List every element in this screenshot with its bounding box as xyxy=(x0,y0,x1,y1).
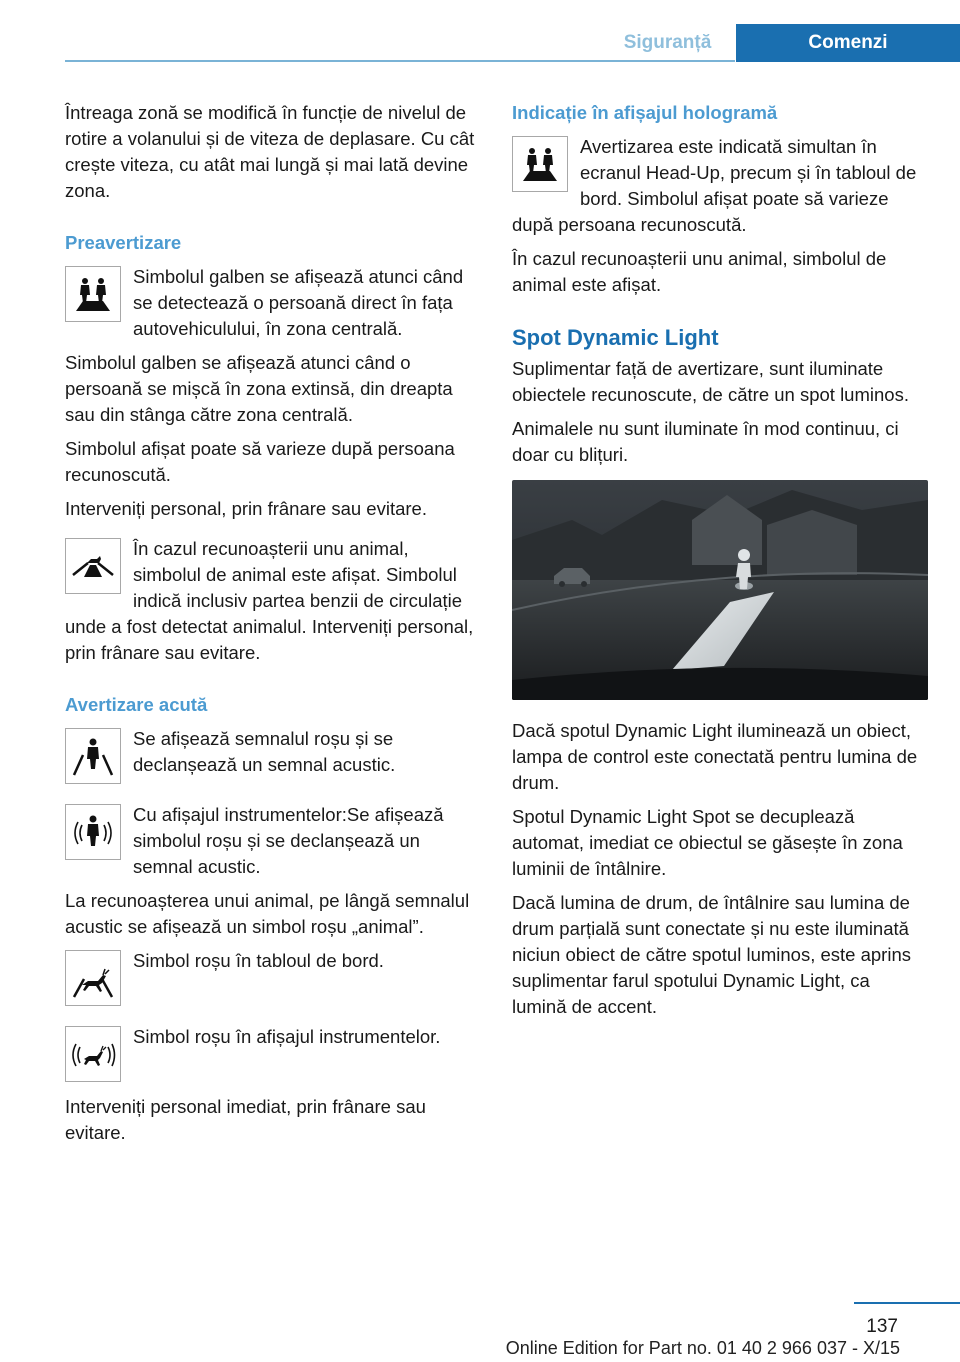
paragraph: Dacă lumina de drum, de întâlnire sau lumina de drum parțială sunt conectate și nu este iluminată niciun obiect de către spotul luminos, este aprins suplimentar farul spotului Dynamic Light, ca lumină de accent. xyxy=(512,892,911,1017)
tab-siguranta[interactable]: Siguranță xyxy=(623,32,712,53)
animal-lane-warning-icon xyxy=(65,538,121,594)
icon-block-deer-1 xyxy=(65,948,481,1010)
icon-description: Avertizarea este indicată simultan în ecranul Head-Up, precum și în tabloul de bord. Simbolul afișat poate să varieze după persoana recunoscută. xyxy=(512,136,917,235)
icon-description: Simbolul galben se afișează atunci când se detectează o persoană direct în fața autovehiculului, în zona centrală. xyxy=(133,266,464,339)
section-title-spot-dynamic-light: Spot Dynamic Light xyxy=(512,325,719,350)
right-column xyxy=(512,100,928,1028)
pedestrian-acoustic-icon xyxy=(65,804,121,860)
paragraph: La recunoașterea unui animal, pe lângă semnalul acustic se afișează un simbol roșu „animal”. xyxy=(65,890,470,937)
icon-description: Cu afișajul instrumentelor:Se afișează simbolul roșu și se declanșează un semnal acustic. xyxy=(133,804,444,877)
paragraph: Simbolul afișat poate să varieze după persoana recunoscută. xyxy=(65,438,455,485)
subheading-avertizare-acuta: Avertizare acută xyxy=(65,694,208,715)
paragraph: Suplimentar față de avertizare, sunt iluminate obiectele recunoscute, de către un spot luminos. xyxy=(512,358,909,405)
deer-acoustic-icon xyxy=(65,1026,121,1082)
subheading-preavertizare: Preavertizare xyxy=(65,232,182,253)
paragraph: Animalele nu sunt iluminate în mod continuu, ci doar cu blițuri. xyxy=(512,418,899,465)
paragraph: Dacă spotul Dynamic Light iluminează un obiect, lampa de control este conectată pentru lumina de drum. xyxy=(512,720,918,793)
icon-description: Se afișează semnalul roșu și se declanșează un semnal acustic. xyxy=(133,728,396,775)
tab-comenzi[interactable]: Comenzi xyxy=(736,24,960,62)
icon-block-animal xyxy=(65,536,481,666)
paragraph: În cazul recunoașterii unu animal, simbolul de animal este afișat. xyxy=(512,248,887,295)
pedestrians-hologram-icon xyxy=(512,136,568,192)
edition-note: Online Edition for Part no. 01 40 2 966 037 - X/15 xyxy=(505,1338,900,1358)
icon-block-holograma xyxy=(512,134,928,238)
pedestrian-acute-warning-icon xyxy=(65,728,121,784)
subheading-holograma: Indicație în afișajul hologramă xyxy=(512,102,778,123)
paragraph: Interveniți personal imediat, prin frânare sau evitare. xyxy=(65,1096,426,1143)
icon-description: În cazul recunoașterii unu animal, simbolul de animal este afișat. Simbolul indică inclusiv partea benzii de circulație unde a fost detectat animalul. Interveniți personal, prin frânare sau evitare. xyxy=(65,538,474,663)
paragraph: Interveniți personal, prin frânare sau evitare. xyxy=(65,498,427,519)
icon-block-deer-2 xyxy=(65,1024,481,1086)
paragraph: Spotul Dynamic Light Spot se decuplează automat, imediat ce obiectul se găsește în zona luminii de întâlnire. xyxy=(512,806,903,879)
page-number: 137 xyxy=(866,1316,898,1337)
left-column xyxy=(65,100,481,1154)
pedestrians-warning-icon xyxy=(65,266,121,322)
footer-rule xyxy=(854,1302,960,1304)
paragraph: Simbolul galben se afișează atunci când o persoană se mișcă în zona extinsă, din dreapta sau din stânga către zona centrală. xyxy=(65,352,453,425)
deer-warning-icon xyxy=(65,950,121,1006)
icon-block-preavertizare xyxy=(65,264,481,342)
paragraph: Întreaga zonă se modifică în funcție de nivelul de rotire a volanului și de viteza de deplasare. Cu cât crește viteza, cu atât mai lungă și mai lată devine zona. xyxy=(65,102,475,201)
icon-description: Simbol roșu în afișajul instrumentelor. xyxy=(133,1026,441,1047)
icon-block-acute-2 xyxy=(65,802,481,880)
icon-block-acute-1 xyxy=(65,726,481,788)
icon-description: Simbol roșu în tabloul de bord. xyxy=(133,950,384,971)
night-road-spotlight-image xyxy=(512,480,928,700)
